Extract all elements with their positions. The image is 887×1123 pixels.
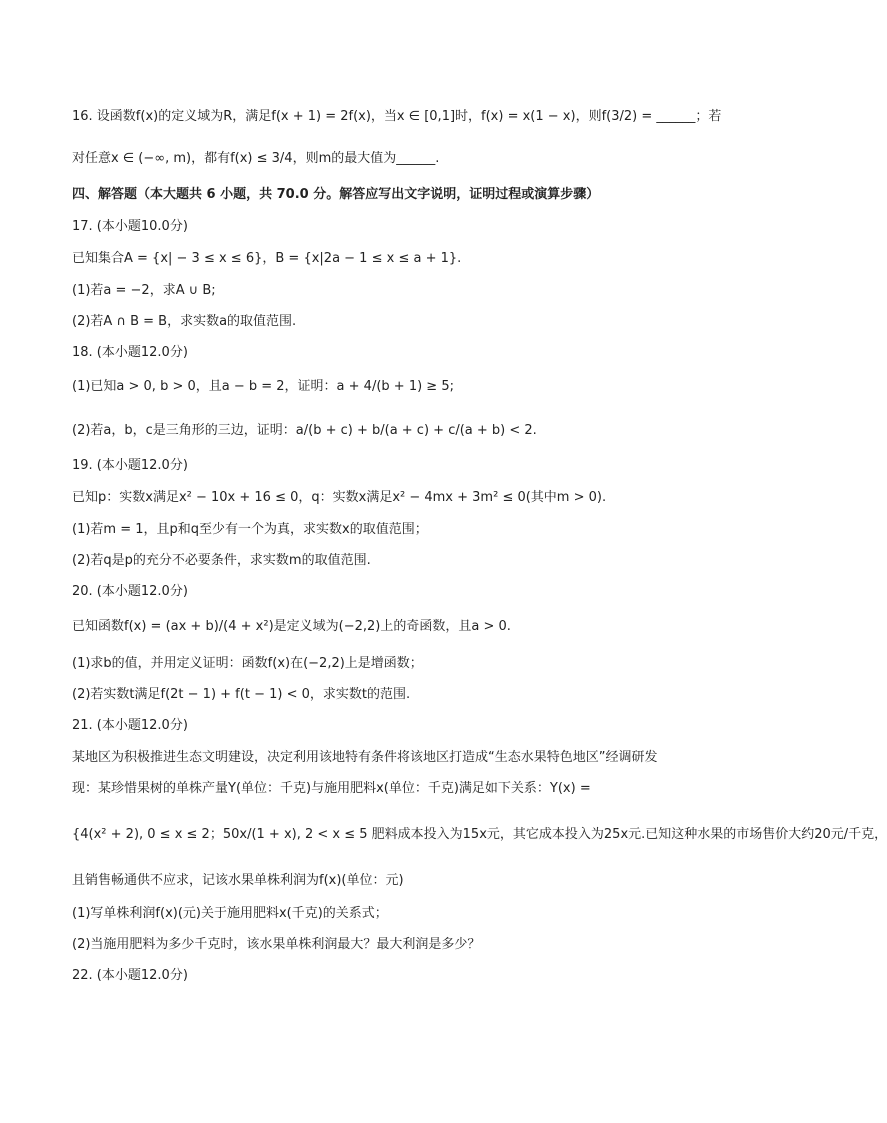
- q20-stem: 已知函数f(x) = (ax + b)/(4 + x²)是定义域为(−2,2)上的奇函数，且a > 0.: [72, 619, 511, 634]
- q20-part1: (1)求b的值，并用定义证明：函数f(x)在(−2,2)上是增函数；: [72, 656, 423, 671]
- q17-part1: (1)若a = −2，求A ∪ B;: [72, 283, 216, 298]
- q21-part2: (2)当施用肥料为多少千克时，该水果单株利润最大？最大利润是多少？: [72, 937, 481, 952]
- q18-part1: (1)已知a > 0, b > 0，且a − b = 2，证明：a + 4/(b + 1) ≥ 5;: [72, 379, 454, 394]
- q21-stem-line4: 且销售畅通供不应求，记该水果单株利润为f(x)(单位：元): [72, 873, 404, 888]
- q21-stem-line3: {4(x² + 2), 0 ≤ x ≤ 2；50x/(1 + x), 2 < x ≤ 5 肥料成本投入为15x元，其它成本投入为25x元.已知这种水果的市场售价大约20元/千克，: [72, 827, 887, 842]
- q20-part2: (2)若实数t满足f(2t − 1) + f(t − 1) < 0，求实数t的范围.: [72, 687, 411, 702]
- q19-part2: (2)若q是p的充分不必要条件，求实数m的取值范围.: [72, 553, 371, 568]
- q21-title: 21. (本小题12.0分): [72, 718, 188, 733]
- q18-title: 18. (本小题12.0分): [72, 345, 188, 360]
- q19-stem: 已知p：实数x满足x² − 10x + 16 ≤ 0，q：实数x满足x² − 4mx + 3m² ≤ 0(其中m > 0).: [72, 490, 607, 505]
- section-heading: 四、解答题（本大题共 6 小题，共 70.0 分。解答应写出文字说明，证明过程或演算步骤）: [72, 187, 600, 202]
- q16-line1: 16. 设函数f(x)的定义域为R，满足f(x + 1) = 2f(x)，当x ∈ [0,1]时，f(x) = x(1 − x)，则f(3/2) = ______；若: [72, 109, 722, 124]
- q17-stem: 已知集合A = {x| − 3 ≤ x ≤ 6}，B = {x|2a − 1 ≤ x ≤ a + 1}.: [72, 251, 462, 266]
- q18-part2: (2)若a，b，c是三角形的三边，证明：a/(b + c) + b/(a + c) + c/(a + b) < 2.: [72, 423, 537, 438]
- q17-part2: (2)若A ∩ B = B，求实数a的取值范围.: [72, 314, 297, 329]
- q21-stem-line2: 现：某珍惜果树的单株产量Y(单位：千克)与施用肥料x(单位：千克)满足如下关系：Y(x) =: [72, 781, 591, 796]
- q21-part1: (1)写单株利润f(x)(元)关于施用肥料x(千克)的关系式；: [72, 906, 388, 921]
- q16-line2: 对任意x ∈ (−∞, m)，都有f(x) ≤ 3/4，则m的最大值为______.: [72, 151, 440, 166]
- q22-title: 22. (本小题12.0分): [72, 968, 188, 983]
- q17-title: 17. (本小题10.0分): [72, 219, 188, 234]
- q19-part1: (1)若m = 1，且p和q至少有一个为真，求实数x的取值范围；: [72, 522, 428, 537]
- q21-stem-line1: 某地区为积极推进生态文明建设，决定利用该地特有条件将该地区打造成“生态水果特色地区”经调研发: [72, 750, 658, 765]
- q19-title: 19. (本小题12.0分): [72, 458, 188, 473]
- q20-title: 20. (本小题12.0分): [72, 584, 188, 599]
